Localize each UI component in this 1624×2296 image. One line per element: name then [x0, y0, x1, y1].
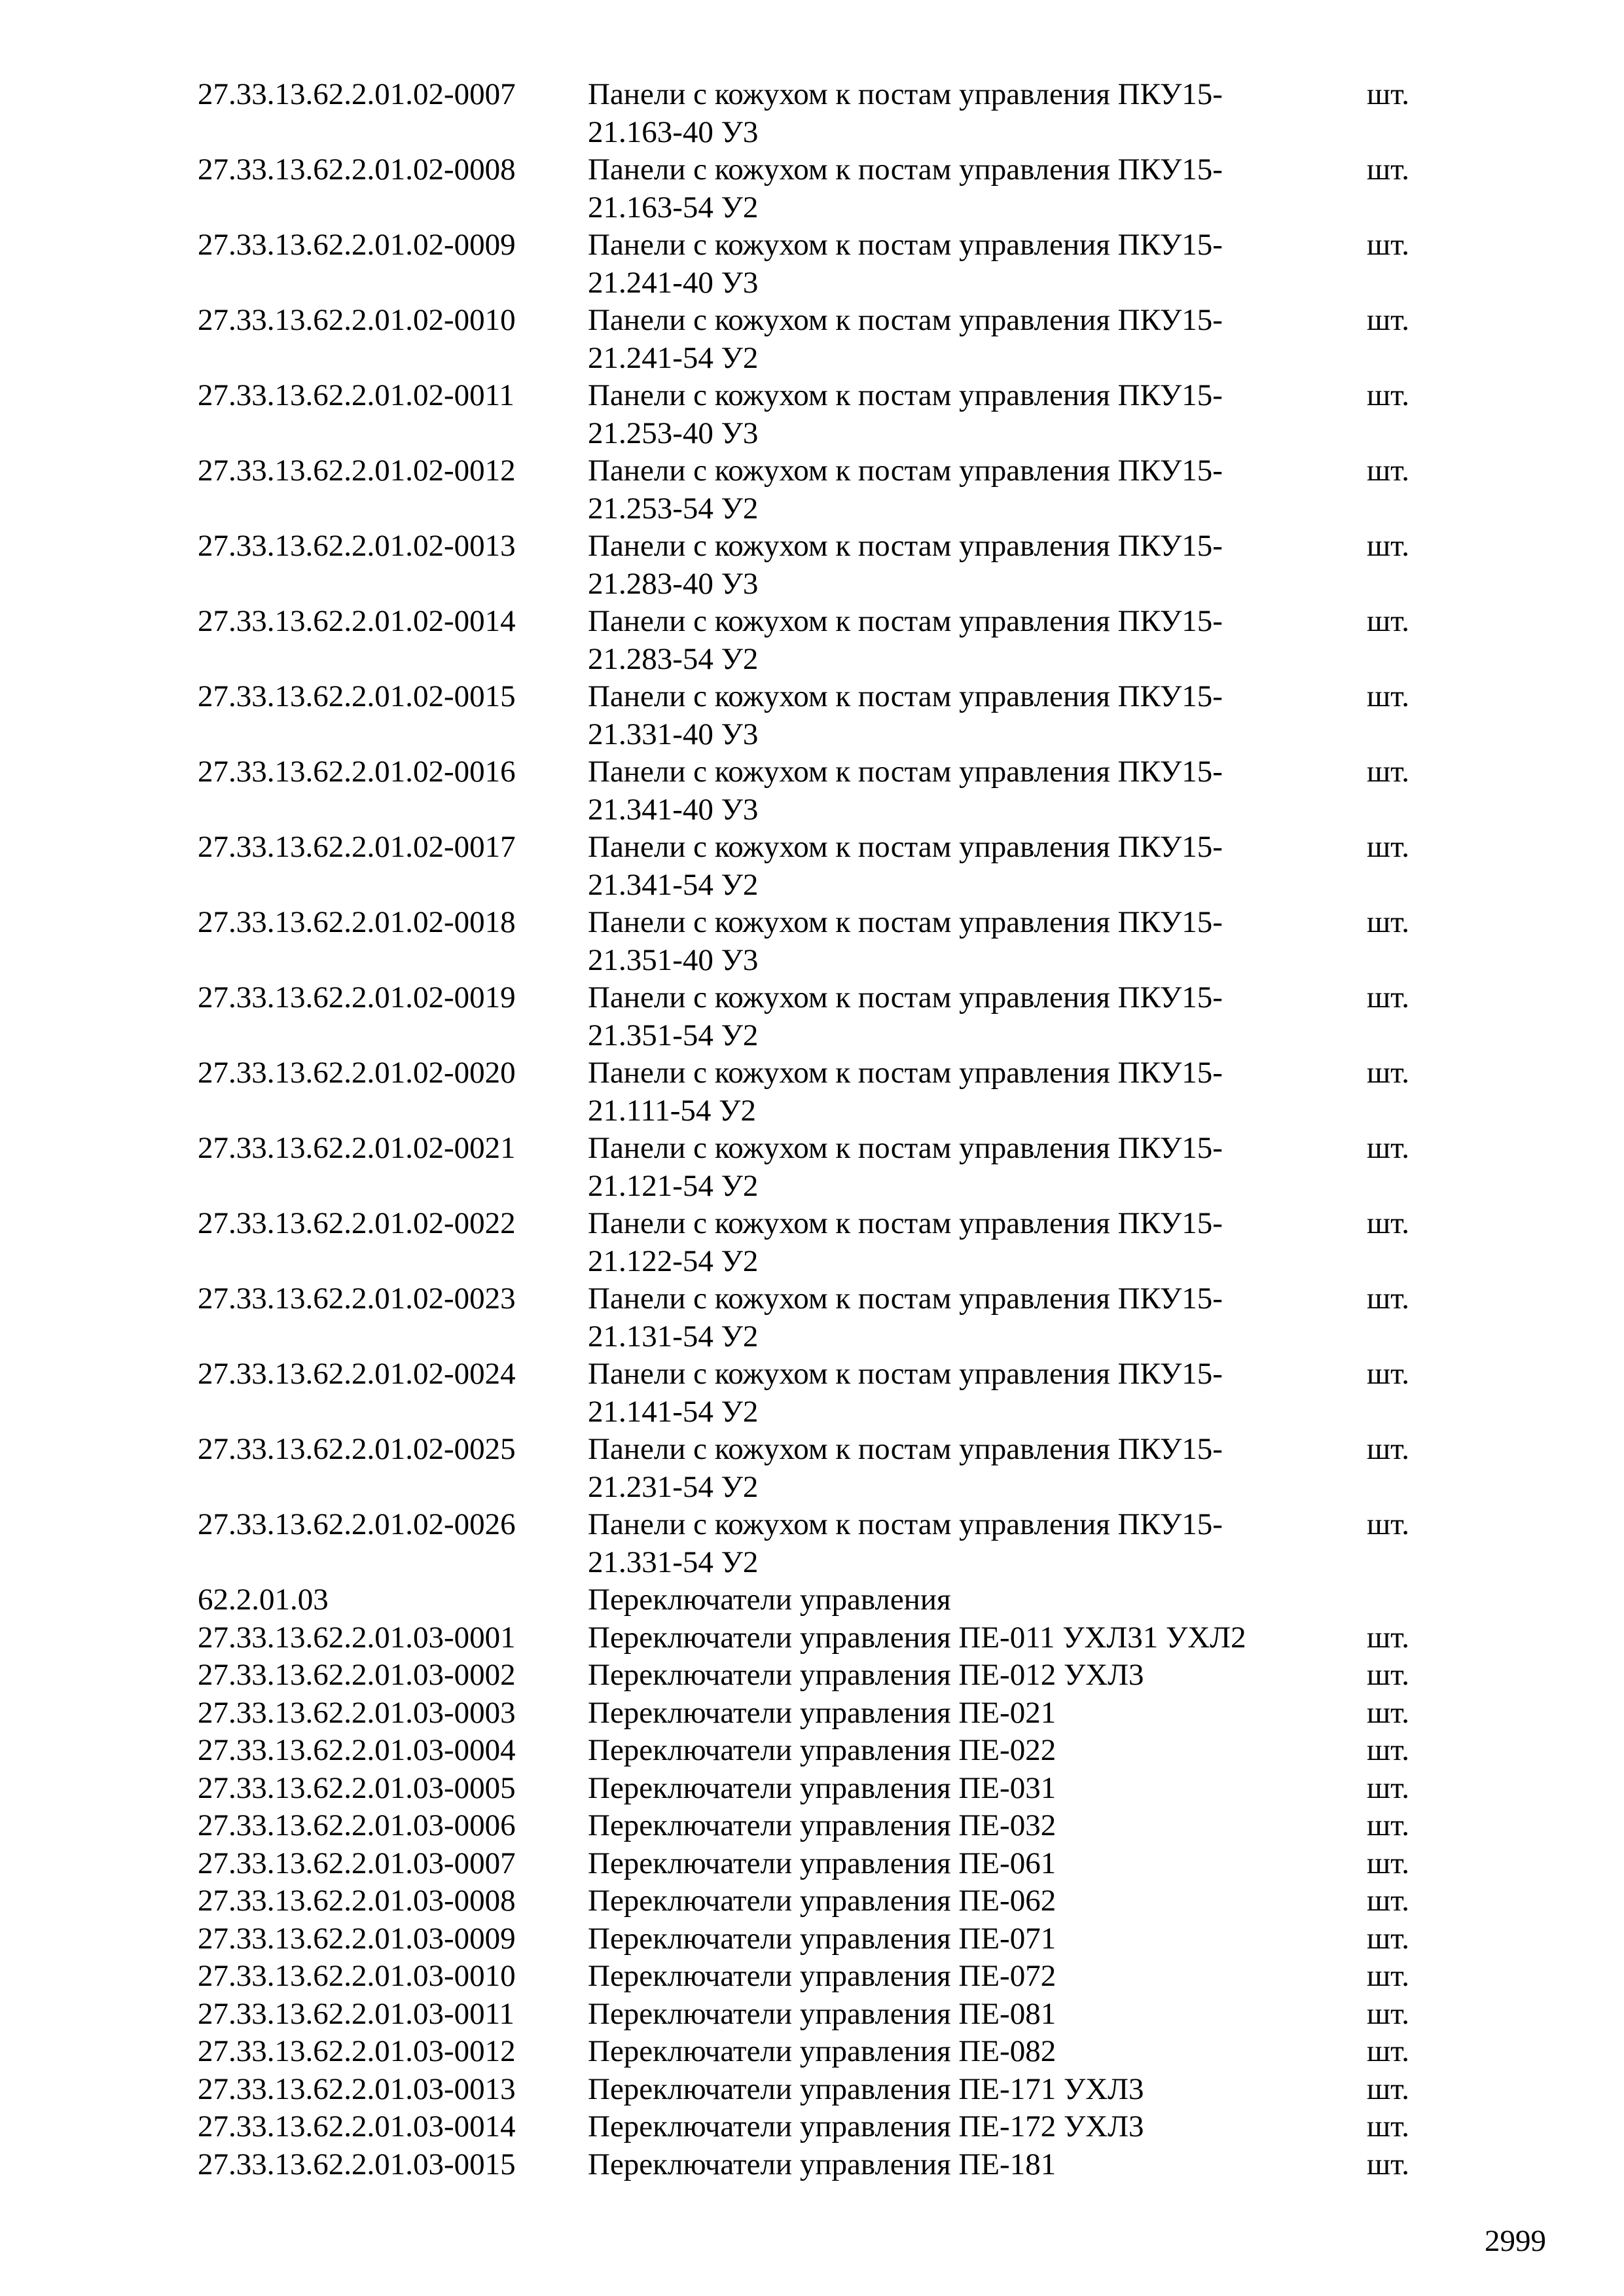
resource-code: 27.33.13.62.2.01.02-0025	[198, 1432, 516, 1466]
resource-code: 27.33.13.62.2.01.02-0022	[198, 1206, 516, 1240]
resource-name: Панели с кожухом к постам управления ПКУ15- 21.341-54 У2	[588, 830, 1223, 902]
unit-of-measure: шт.	[1367, 1357, 1409, 1391]
resource-name: Панели с кожухом к постам управления ПКУ15- 21.253-54 У2	[588, 454, 1223, 526]
resource-name: Панели с кожухом к постам управления ПКУ15- 21.331-54 У2	[588, 1507, 1223, 1579]
resource-code: 27.33.13.62.2.01.03-0013	[198, 2072, 516, 2106]
resource-code: 27.33.13.62.2.01.02-0015	[198, 679, 516, 713]
resource-code: 27.33.13.62.2.01.02-0007	[198, 77, 516, 111]
resource-name: Переключатели управления ПЕ-062	[588, 1884, 1056, 1918]
resource-code: 27.33.13.62.2.01.03-0007	[198, 1846, 516, 1880]
resource-code: 27.33.13.62.2.01.03-0014	[198, 2109, 516, 2144]
resource-name: Переключатели управления ПЕ-032	[588, 1808, 1056, 1842]
resource-name: Переключатели управления ПЕ-061	[588, 1846, 1056, 1880]
table-row	[198, 1130, 1441, 1205]
unit-of-measure: шт.	[1367, 1808, 1409, 1842]
resource-name: Переключатели управления ПЕ-181	[588, 2147, 1056, 2181]
table-row	[198, 1280, 1441, 1355]
unit-of-measure: шт.	[1367, 2147, 1409, 2181]
unit-of-measure: шт.	[1367, 1770, 1409, 1805]
unit-of-measure: шт.	[1367, 1884, 1409, 1918]
resource-name: Панели с кожухом к постам управления ПКУ15- 21.163-40 У3	[588, 77, 1223, 149]
resource-code: 27.33.13.62.2.01.03-0004	[198, 1733, 516, 1767]
resource-code: 27.33.13.62.2.01.02-0012	[198, 454, 516, 488]
unit-of-measure: шт.	[1367, 679, 1409, 713]
table-row	[198, 1431, 1441, 1506]
resource-name: Панели с кожухом к постам управления ПКУ15- 21.121-54 У2	[588, 1131, 1223, 1203]
resource-name: Панели с кожухом к постам управления ПКУ15- 21.241-40 У3	[588, 228, 1223, 300]
unit-of-measure: шт.	[1367, 830, 1409, 864]
unit-of-measure: шт.	[1367, 1620, 1409, 1655]
resource-code: 62.2.01.03	[198, 1583, 329, 1617]
resource-name: Панели с кожухом к постам управления ПКУ15- 21.131-54 У2	[588, 1282, 1223, 1354]
table-row	[198, 1732, 1441, 1770]
resource-code: 27.33.13.62.2.01.02-0011	[198, 378, 514, 412]
resource-code: 27.33.13.62.2.01.03-0003	[198, 1695, 516, 1730]
table-row	[198, 1920, 1441, 1958]
resource-code: 27.33.13.62.2.01.02-0008	[198, 152, 516, 187]
unit-of-measure: шт.	[1367, 604, 1409, 638]
resource-code: 27.33.13.62.2.01.03-0012	[198, 2034, 516, 2068]
resource-code: 27.33.13.62.2.01.02-0021	[198, 1131, 516, 1165]
resource-name: Переключатели управления	[588, 1583, 951, 1617]
resource-name: Переключатели управления ПЕ-022	[588, 1733, 1056, 1767]
unit-of-measure: шт.	[1367, 1658, 1409, 1692]
resource-code: 27.33.13.62.2.01.02-0016	[198, 755, 516, 789]
table-row	[198, 76, 1441, 151]
unit-of-measure: шт.	[1367, 1695, 1409, 1730]
resource-code: 27.33.13.62.2.01.02-0013	[198, 529, 516, 563]
resource-name: Переключатели управления ПЕ-081	[588, 1996, 1056, 2031]
table-row	[198, 1770, 1441, 1808]
table-row	[198, 302, 1441, 377]
table-row	[198, 226, 1441, 302]
table-row	[198, 979, 1441, 1054]
resource-name: Панели с кожухом к постам управления ПКУ15- 21.163-54 У2	[588, 152, 1223, 224]
table-row	[198, 1958, 1441, 1996]
unit-of-measure: шт.	[1367, 1206, 1409, 1240]
resource-name: Переключатели управления ПЕ-171 УХЛ3	[588, 2072, 1144, 2106]
table-row	[198, 603, 1441, 678]
resource-name: Панели с кожухом к постам управления ПКУ15- 21.351-54 У2	[588, 980, 1223, 1052]
unit-of-measure: шт.	[1367, 1131, 1409, 1165]
resource-code: 27.33.13.62.2.01.02-0017	[198, 830, 516, 864]
resource-code: 27.33.13.62.2.01.02-0019	[198, 980, 516, 1014]
resource-name: Панели с кожухом к постам управления ПКУ15- 21.141-54 У2	[588, 1357, 1223, 1429]
unit-of-measure: шт.	[1367, 303, 1409, 337]
resource-name: Панели с кожухом к постам управления ПКУ15- 21.241-54 У2	[588, 303, 1223, 375]
resource-code: 27.33.13.62.2.01.02-0018	[198, 905, 516, 939]
table-row	[198, 151, 1441, 226]
resource-code: 27.33.13.62.2.01.03-0002	[198, 1658, 516, 1692]
resource-name: Панели с кожухом к постам управления ПКУ15- 21.351-40 У3	[588, 905, 1223, 977]
unit-of-measure: шт.	[1367, 1056, 1409, 1090]
unit-of-measure: шт.	[1367, 1921, 1409, 1956]
unit-of-measure: шт.	[1367, 2109, 1409, 2144]
resource-code: 27.33.13.62.2.01.03-0005	[198, 1770, 516, 1805]
unit-of-measure: шт.	[1367, 228, 1409, 262]
table-row	[198, 1054, 1441, 1130]
table-row	[198, 1506, 1441, 1581]
resource-name: Панели с кожухом к постам управления ПКУ15- 21.122-54 У2	[588, 1206, 1223, 1278]
unit-of-measure: шт.	[1367, 454, 1409, 488]
unit-of-measure: шт.	[1367, 1996, 1409, 2031]
resource-name: Переключатели управления ПЕ-082	[588, 2034, 1056, 2068]
unit-of-measure: шт.	[1367, 152, 1409, 187]
table-row	[198, 829, 1441, 904]
unit-of-measure: шт.	[1367, 1507, 1409, 1541]
unit-of-measure: шт.	[1367, 2034, 1409, 2068]
resource-code: 27.33.13.62.2.01.02-0009	[198, 228, 516, 262]
resource-name: Панели с кожухом к постам управления ПКУ15- 21.253-40 У3	[588, 378, 1223, 450]
table-row	[198, 2071, 1441, 2109]
table-row	[198, 753, 1441, 829]
resource-code: 27.33.13.62.2.01.03-0009	[198, 1921, 516, 1956]
table-row	[198, 1882, 1441, 1920]
table-row	[198, 528, 1441, 603]
table-row	[198, 2033, 1441, 2071]
resource-name: Переключатели управления ПЕ-011 УХЛ31 УХЛ2	[588, 1620, 1246, 1655]
unit-of-measure: шт.	[1367, 1432, 1409, 1466]
resource-code: 27.33.13.62.2.01.02-0014	[198, 604, 516, 638]
unit-of-measure: шт.	[1367, 1733, 1409, 1767]
table-row	[198, 377, 1441, 452]
table-row	[198, 2146, 1441, 2184]
table-row	[198, 1355, 1441, 1431]
unit-of-measure: шт.	[1367, 378, 1409, 412]
unit-of-measure: шт.	[1367, 1959, 1409, 1993]
resource-name: Панели с кожухом к постам управления ПКУ15- 21.331-40 У3	[588, 679, 1223, 751]
table-row	[198, 678, 1441, 753]
resource-name: Панели с кожухом к постам управления ПКУ15- 21.283-40 У3	[588, 529, 1223, 601]
resource-code: 27.33.13.62.2.01.02-0010	[198, 303, 516, 337]
resource-table	[198, 76, 1441, 2183]
table-row	[198, 1807, 1441, 1845]
table-row	[198, 2108, 1441, 2146]
resource-code: 27.33.13.62.2.01.03-0015	[198, 2147, 516, 2181]
resource-name: Переключатели управления ПЕ-031	[588, 1770, 1056, 1805]
resource-code: 27.33.13.62.2.01.03-0008	[198, 1884, 516, 1918]
unit-of-measure: шт.	[1367, 755, 1409, 789]
resource-name: Панели с кожухом к постам управления ПКУ15- 21.283-54 У2	[588, 604, 1223, 676]
resource-code: 27.33.13.62.2.01.03-0006	[198, 1808, 516, 1842]
table-row	[198, 1695, 1441, 1732]
resource-code: 27.33.13.62.2.01.03-0011	[198, 1996, 514, 2031]
resource-code: 27.33.13.62.2.01.02-0026	[198, 1507, 516, 1541]
unit-of-measure: шт.	[1367, 980, 1409, 1014]
resource-name: Переключатели управления ПЕ-172 УХЛ3	[588, 2109, 1144, 2144]
unit-of-measure: шт.	[1367, 1846, 1409, 1880]
resource-name: Панели с кожухом к постам управления ПКУ15- 21.231-54 У2	[588, 1432, 1223, 1504]
table-row	[198, 1996, 1441, 2034]
resource-code: 27.33.13.62.2.01.03-0010	[198, 1959, 516, 1993]
table-row	[198, 1619, 1441, 1657]
unit-of-measure: шт.	[1367, 529, 1409, 563]
unit-of-measure: шт.	[1367, 1282, 1409, 1316]
table-row	[198, 1845, 1441, 1883]
resource-code: 27.33.13.62.2.01.02-0024	[198, 1357, 516, 1391]
unit-of-measure: шт.	[1367, 2072, 1409, 2106]
resource-name: Переключатели управления ПЕ-012 УХЛ3	[588, 1658, 1144, 1692]
resource-name: Панели с кожухом к постам управления ПКУ15- 21.111-54 У2	[588, 1056, 1223, 1128]
resource-code: 27.33.13.62.2.01.02-0023	[198, 1282, 516, 1316]
resource-code: 27.33.13.62.2.01.02-0020	[198, 1056, 516, 1090]
table-row	[198, 452, 1441, 528]
unit-of-measure: шт.	[1367, 905, 1409, 939]
resource-name: Переключатели управления ПЕ-072	[588, 1959, 1056, 1993]
section-row	[198, 1581, 1441, 1619]
table-row	[198, 1657, 1441, 1695]
page-number: 2999	[1485, 2224, 1546, 2258]
table-row	[198, 904, 1441, 979]
table-row	[198, 1205, 1441, 1280]
resource-code: 27.33.13.62.2.01.03-0001	[198, 1620, 516, 1655]
unit-of-measure: шт.	[1367, 77, 1409, 111]
resource-name: Панели с кожухом к постам управления ПКУ15- 21.341-40 У3	[588, 755, 1223, 827]
resource-name: Переключатели управления ПЕ-021	[588, 1695, 1056, 1730]
resource-name: Переключатели управления ПЕ-071	[588, 1921, 1056, 1956]
